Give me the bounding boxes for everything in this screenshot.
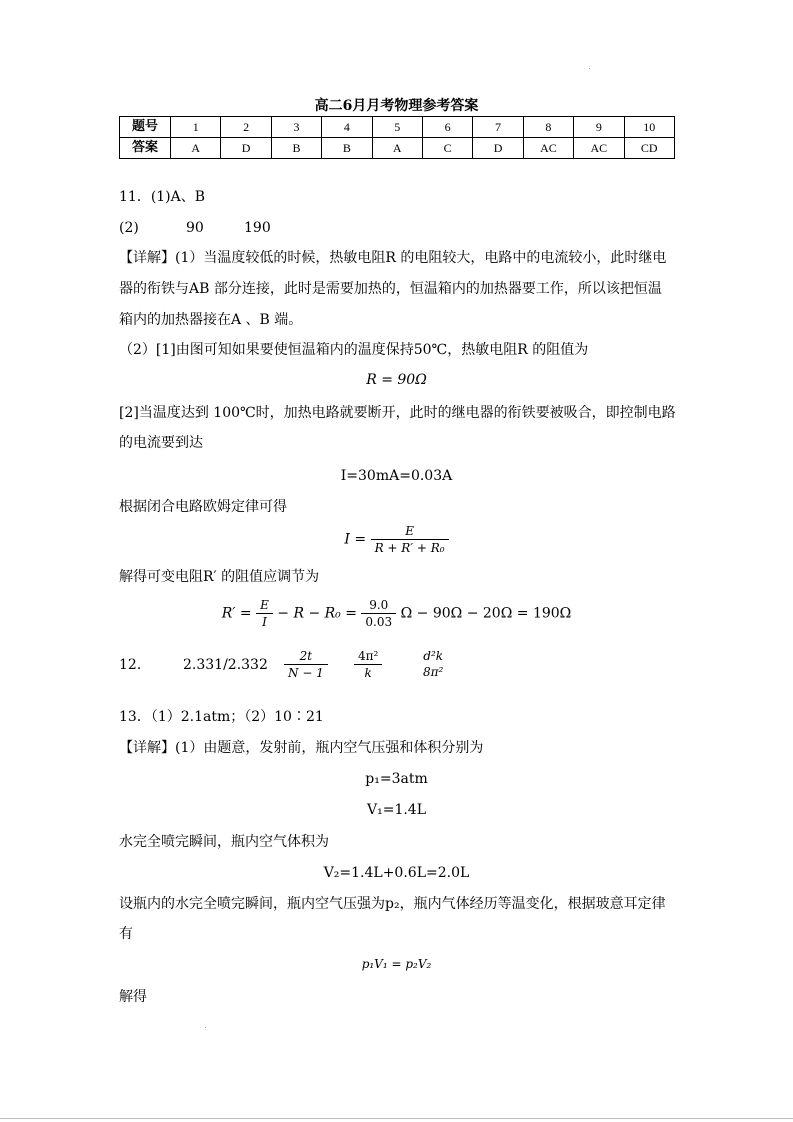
q11-value-190: 190 [244,220,271,236]
table-cell: AC [574,138,624,159]
q11-part2-line3: 的电流要到达 [119,435,203,451]
table-cell: 1 [171,117,221,138]
q12-fraction-2 [354,648,382,681]
table-cell: 8 [523,117,573,138]
eq-final-fraction-1 [256,597,273,630]
q12-f3-num: d²k [423,649,444,663]
table-cell: A [372,138,422,159]
q12-f3-den: 8π² [423,665,444,679]
q13-line-b: 设瓶内的水完全喷完瞬间，瓶内空气压强为p₂，瓶内气体经历等温变化，根据玻意耳定律 [119,896,666,912]
q11-part2-line5: 解得可变电阻R′ 的阻值应调节为 [119,569,320,585]
table-cell: 4 [322,117,372,138]
table-cell: 3 [271,117,321,138]
q13-answer-line1: 13．（1）2.1atm；（2）10∶21 [119,709,324,725]
q11-part2-line1: （2）[1]由图可知如果要使恒温箱内的温度保持50℃，热敏电阻R 的阻值为 [119,342,589,358]
scan-speck [589,68,590,69]
eq-final-part-c: Ω − 90Ω − 20Ω = 190Ω [400,605,572,622]
q12-f2-num: 4π² [354,648,382,665]
q11-part2-line2: [2]当温度达到 100℃时，加热电路就要断开，此时的继电器的衔铁要被吸合，即控制电路 [119,405,676,421]
table-cell: B [322,138,372,159]
eq-ohm-fraction [371,523,449,556]
q11-part2-line4: 根据闭合电路欧姆定律可得 [119,499,287,515]
eq-final-f1-den: I [262,615,267,629]
q12-value-1: 2.331/2.332 [183,657,268,673]
eq-final-part-a: R′ = [221,605,252,622]
q13-detail-line1: 【详解】(1）由题意，发射前，瓶内空气压强和体积分别为 [119,740,484,756]
page-title: 高二6月月考物理参考答案 [314,98,479,114]
q11-part2-label: (2) [119,220,139,236]
equation-p1: p₁=3atm [365,771,428,787]
scan-speck [205,1027,206,1028]
q11-value-90: 90 [186,220,204,236]
table-cell: 6 [422,117,472,138]
table-cell: AC [523,138,573,159]
table-cell: 10 [624,117,674,138]
table-cell: 7 [473,117,523,138]
q11-detail-line1: 【详解】(1）当温度较低的时候，热敏电阻R 的电阻较大，电路中的电流较小，此时继电 [119,250,667,266]
table-cell: D [473,138,523,159]
q12-f1-den: N − 1 [288,666,324,680]
eq-final-f2-num: 9.0 [361,597,396,614]
q12-fraction-1 [284,648,328,681]
table-cell: A [171,138,221,159]
equation-v1: V₁=1.4L [366,802,426,818]
equation-ohm [0,523,793,556]
equation-final-resistance [0,597,793,630]
table-cell: D [221,138,271,159]
equation-boyle: p₁V₁ = p₂V₂ [361,957,432,971]
table-row-answers [120,138,675,159]
q11-answer-line1: 11．(1)A、B [119,189,206,205]
q12-label: 12． [119,657,151,673]
table-header-number: 题号 [120,117,171,138]
q13-line-c: 有 [119,926,133,942]
eq-ohm-numerator: E [371,523,449,540]
q11-detail-line3: 箱内的加热器接在A 、B 端。 [119,312,303,328]
equation-r: R = 90Ω [366,372,427,388]
table-cell: 2 [221,117,271,138]
eq-ohm-denominator: R + R′ + R₀ [374,541,445,555]
equation-v2: V₂=1.4L+0.6L=2.0L [323,865,470,881]
eq-final-part-b: − R − R₀ = [277,605,357,622]
eq-final-f2-den: 0.03 [365,615,393,629]
table-header-answer: 答案 [120,138,171,159]
table-row-numbers [120,117,675,138]
eq-ohm-lhs: I = [344,531,367,548]
q13-line-a: 水完全喷完瞬间，瓶内空气体积为 [119,834,329,850]
q12-f1-num: 2t [284,648,328,665]
q12-answer-2 [284,648,328,681]
q12-f2-den: k [364,666,372,680]
page-bottom-divider [0,1118,793,1119]
eq-final-fraction-2 [361,597,396,630]
eq-final-f1-num: E [256,597,273,614]
q12-answer-4 [419,648,447,680]
table-cell: 9 [574,117,624,138]
q11-detail-line2: 器的衔铁与AB 部分连接，此时是需要加热的，恒温箱内的加热器要工作，所以该把恒温 [119,281,662,297]
answer-table [119,116,675,159]
q12-answer-3 [354,648,382,681]
q12-fraction-3 [419,648,447,680]
table-cell: B [271,138,321,159]
equation-current: I=30mA=0.03A [340,468,453,484]
table-cell: CD [624,138,674,159]
table-cell: C [422,138,472,159]
q13-line-d: 解得 [119,989,147,1005]
table-cell: 5 [372,117,422,138]
